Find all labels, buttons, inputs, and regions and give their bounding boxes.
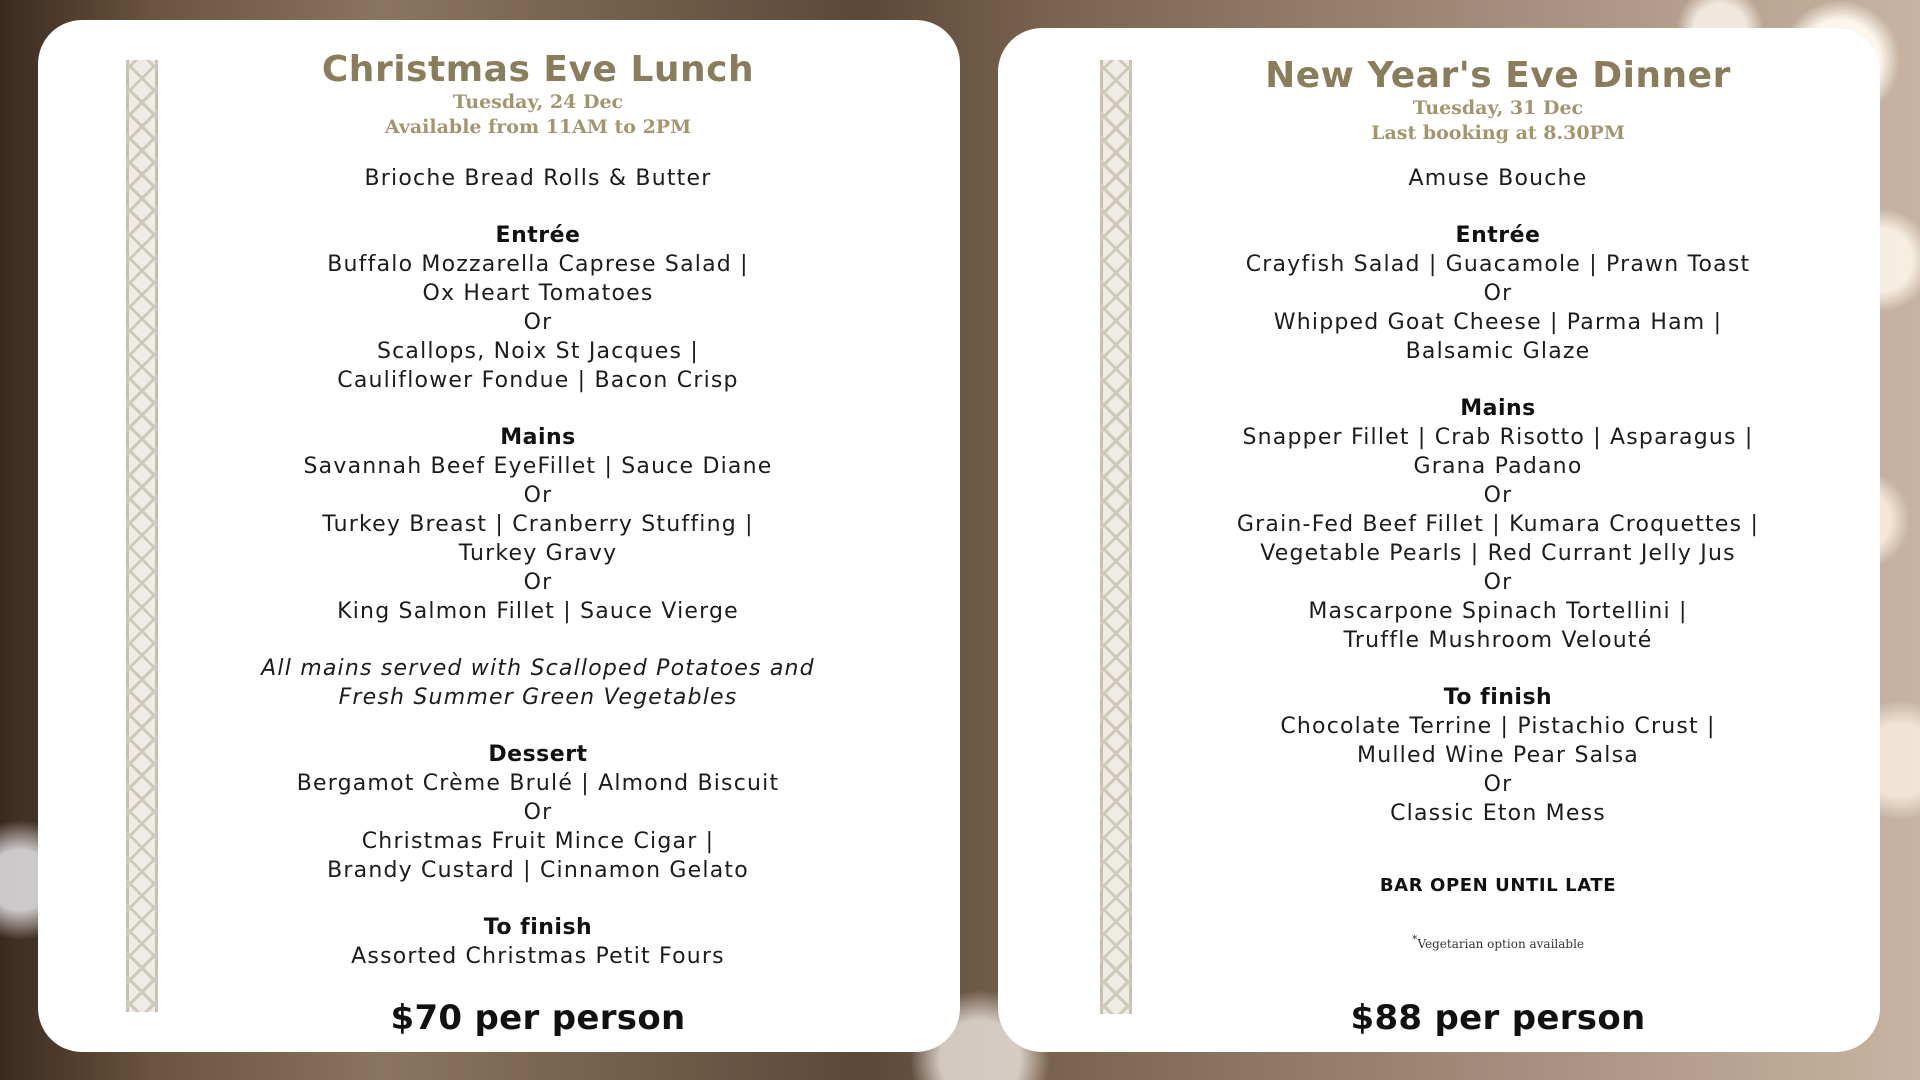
lunch-availability: Available from 11AM to 2PM bbox=[384, 116, 692, 138]
bar-open-notice: BAR OPEN UNTIL LATE bbox=[1379, 875, 1617, 896]
lunch-menu-content bbox=[158, 20, 918, 971]
lunch-date: Tuesday, 24 Dec bbox=[452, 91, 624, 113]
menu-line: Brandy Custard | Cinnamon Gelato bbox=[327, 858, 749, 883]
dinner-starter: Amuse Bouche bbox=[1408, 166, 1588, 191]
lunch-starter: Brioche Bread Rolls & Butter bbox=[364, 166, 712, 191]
vegetarian-note bbox=[1138, 932, 1858, 952]
menu-line: Assorted Christmas Petit Fours bbox=[351, 944, 725, 969]
dinner-date: Tuesday, 31 Dec bbox=[1412, 97, 1584, 119]
menu-line: Snapper Fillet | Crab Risotto | Asparagus | bbox=[1242, 425, 1754, 450]
new-years-eve-dinner-menu-card bbox=[998, 28, 1880, 1052]
lunch-dessert-heading: Dessert bbox=[488, 742, 588, 767]
menu-line: Vegetable Pearls | Red Currant Jelly Jus bbox=[1260, 541, 1736, 566]
menu-line: Turkey Breast | Cranberry Stuffing | bbox=[322, 512, 754, 537]
decorative-border-pattern bbox=[1100, 60, 1132, 1014]
dinner-title: New Year's Eve Dinner bbox=[1265, 55, 1731, 96]
vegetarian-note-text: Vegetarian option available bbox=[1417, 937, 1585, 951]
decorative-border-pattern bbox=[126, 60, 158, 1012]
menu-line: Whipped Goat Cheese | Parma Ham | bbox=[1273, 310, 1723, 335]
menu-line: King Salmon Fillet | Sauce Vierge bbox=[337, 599, 739, 624]
menu-line: Truffle Mushroom Velouté bbox=[1343, 628, 1653, 653]
lunch-mains-note: Fresh Summer Green Vegetables bbox=[338, 685, 738, 710]
dinner-mains-heading: Mains bbox=[1460, 396, 1536, 421]
dinner-finish-heading: To finish bbox=[1443, 685, 1553, 710]
menu-line: Or bbox=[1483, 483, 1513, 508]
lunch-title: Christmas Eve Lunch bbox=[321, 49, 755, 90]
lunch-mains-note: All mains served with Scalloped Potatoes and bbox=[261, 656, 815, 681]
menu-line: Savannah Beef EyeFillet | Sauce Diane bbox=[303, 454, 773, 479]
vegetarian-note-mark: * bbox=[1411, 933, 1418, 946]
menu-line: Buffalo Mozzarella Caprese Salad | bbox=[327, 252, 749, 277]
menu-line: Turkey Gravy bbox=[458, 541, 618, 566]
menu-line: Cauliflower Fondue | Bacon Crisp bbox=[337, 368, 739, 393]
menu-line: Or bbox=[1483, 772, 1513, 797]
menu-line: Or bbox=[523, 310, 553, 335]
lunch-price: $70 per person bbox=[390, 998, 686, 1038]
lunch-entree-heading: Entrée bbox=[495, 223, 581, 248]
menu-line: Classic Eton Mess bbox=[1390, 801, 1606, 826]
menu-line: Or bbox=[523, 483, 553, 508]
menu-line: Crayfish Salad | Guacamole | Prawn Toast bbox=[1245, 252, 1751, 277]
menu-line: Or bbox=[1483, 281, 1513, 306]
menu-line: Bergamot Crème Brulé | Almond Biscuit bbox=[296, 771, 780, 796]
menu-line: Or bbox=[523, 570, 553, 595]
dinner-price: $88 per person bbox=[1350, 998, 1646, 1038]
menu-line: Mascarpone Spinach Tortellini | bbox=[1308, 599, 1688, 624]
menu-line: Christmas Fruit Mince Cigar | bbox=[361, 829, 715, 854]
menu-line: Grain-Fed Beef Fillet | Kumara Croquettes | bbox=[1236, 512, 1760, 537]
menu-line: Mulled Wine Pear Salsa bbox=[1357, 743, 1639, 768]
menu-line: Chocolate Terrine | Pistachio Crust | bbox=[1280, 714, 1716, 739]
christmas-eve-lunch-menu-card bbox=[38, 20, 960, 1052]
menu-line: Scallops, Noix St Jacques | bbox=[376, 339, 700, 364]
menu-line: Ox Heart Tomatoes bbox=[422, 281, 654, 306]
lunch-finish-heading: To finish bbox=[483, 915, 593, 940]
menu-line: Balsamic Glaze bbox=[1405, 339, 1591, 364]
menu-line: Or bbox=[523, 800, 553, 825]
dinner-booking: Last booking at 8.30PM bbox=[1371, 122, 1625, 144]
menu-line: Grana Padano bbox=[1413, 454, 1583, 479]
lunch-mains-heading: Mains bbox=[500, 425, 576, 450]
menu-line: Or bbox=[1483, 570, 1513, 595]
dinner-entree-heading: Entrée bbox=[1455, 223, 1541, 248]
dinner-menu-content bbox=[1138, 28, 1858, 952]
